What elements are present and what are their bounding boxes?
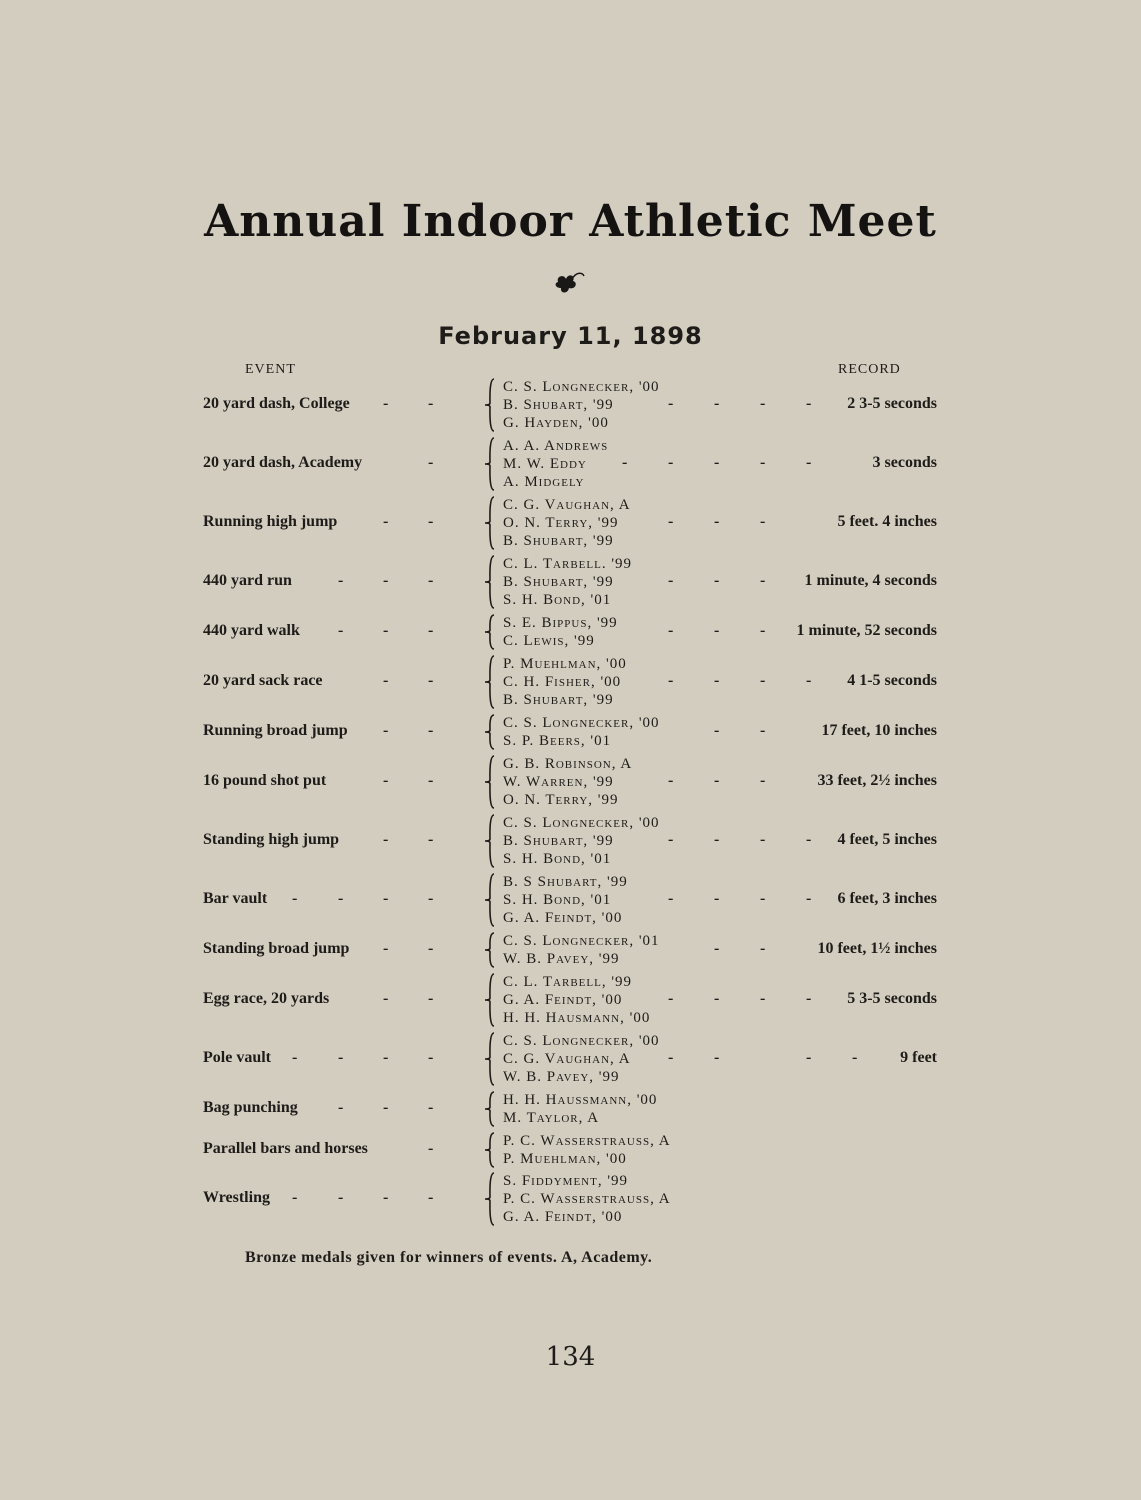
- leader-dash: -: [668, 1049, 674, 1066]
- winner-name: W. B. Pavey, '99: [503, 1069, 620, 1085]
- record-value: 4 feet, 5 inches: [837, 831, 937, 848]
- record-value: 17 feet, 10 inches: [821, 722, 937, 739]
- winners-list: [503, 378, 660, 432]
- winner-name: G. B. Robinson, A: [503, 756, 633, 772]
- leader-dash: -: [668, 772, 674, 789]
- leader-dash: -: [714, 622, 720, 639]
- record-value: 5 3-5 seconds: [847, 990, 937, 1007]
- winners-list: [503, 1132, 671, 1168]
- event-name: Bar vault: [203, 890, 268, 907]
- event-name: 440 yard run: [203, 572, 292, 589]
- leader-dash: -: [714, 454, 720, 471]
- winners-list: [503, 1032, 660, 1086]
- winner-name: P. C. Wasserstrauss, A: [503, 1191, 671, 1207]
- leader-dash: -: [668, 990, 674, 1007]
- record-value: 6 feet, 3 inches: [837, 890, 937, 907]
- leader-dash: -: [383, 572, 389, 589]
- winners-list: [503, 496, 631, 550]
- leader-dash: -: [428, 1140, 434, 1157]
- brace-icon: [482, 655, 496, 709]
- leader-dash: -: [428, 572, 434, 589]
- leader-dash: -: [760, 513, 766, 530]
- brace-icon: [482, 1172, 496, 1226]
- leader-dash: -: [428, 772, 434, 789]
- record-value: 9 feet: [900, 1049, 937, 1066]
- leader-dash: -: [428, 1049, 434, 1066]
- leader-dash: -: [668, 890, 674, 907]
- event-name: 20 yard dash, Academy: [203, 454, 363, 471]
- event-name: Standing broad jump: [203, 940, 350, 957]
- footer-note: Bronze medals given for winners of events. A, Academy.: [245, 1249, 653, 1266]
- leader-dash: -: [383, 940, 389, 957]
- leader-dash: -: [760, 772, 766, 789]
- brace-icon: [482, 555, 496, 609]
- winner-name: C. H. Fisher, '00: [503, 674, 622, 690]
- leader-dash: -: [714, 1049, 720, 1066]
- leader-dash: -: [383, 772, 389, 789]
- winners-list: [503, 614, 618, 650]
- winner-name: B. S Shubart, '99: [503, 874, 628, 890]
- winner-name: C. G. Vaughan, A: [503, 497, 631, 513]
- winner-name: B. Shubart, '99: [503, 397, 614, 413]
- leader-dash: -: [806, 831, 812, 848]
- leader-dash: -: [668, 672, 674, 689]
- record-value: 1 minute, 4 seconds: [804, 572, 937, 589]
- leader-dash: -: [760, 722, 766, 739]
- leader-dash: -: [338, 1099, 344, 1116]
- event-name: Running high jump: [203, 513, 338, 530]
- winner-name: C. S. Longnecker, '00: [503, 715, 660, 731]
- leader-dash: -: [714, 572, 720, 589]
- winner-name: C. Lewis, '99: [503, 633, 595, 649]
- winner-name: C. L. Tarbell. '99: [503, 556, 633, 572]
- event-name: Running broad jump: [203, 722, 348, 739]
- leader-dash: -: [668, 622, 674, 639]
- winner-name: C. S. Longnecker, '00: [503, 815, 660, 831]
- leader-dash: -: [338, 890, 344, 907]
- leader-dash: -: [383, 622, 389, 639]
- leader-dash: -: [852, 1049, 858, 1066]
- winner-name: A. Midgely: [503, 474, 585, 490]
- winner-name: B. Shubart, '99: [503, 533, 614, 549]
- winners-list: [503, 655, 627, 709]
- event-name: Wrestling: [203, 1189, 270, 1206]
- record-value: 1 minute, 52 seconds: [796, 622, 937, 639]
- leader-dash: -: [428, 395, 434, 412]
- leader-dash: -: [428, 1099, 434, 1116]
- winner-name: C. S. Longnecker, '00: [503, 1033, 660, 1049]
- winners-list: [503, 555, 632, 609]
- winners-list: [503, 973, 650, 1027]
- brace-icon: [482, 1032, 496, 1086]
- leader-dash: -: [428, 831, 434, 848]
- winner-name: M. Taylor, A: [503, 1110, 600, 1126]
- brace-icon: [482, 437, 496, 491]
- leader-dash: -: [714, 672, 720, 689]
- record-value: 5 feet. 4 inches: [837, 513, 937, 530]
- leader-dash: -: [428, 1189, 434, 1206]
- leader-dash: -: [383, 513, 389, 530]
- leader-dash: -: [714, 772, 720, 789]
- leader-dash: -: [428, 454, 434, 471]
- leader-dash: -: [760, 395, 766, 412]
- winner-name: W. Warren, '99: [503, 774, 614, 790]
- winner-name: P. C. Wasserstrauss, A: [503, 1133, 671, 1149]
- leader-dash: -: [338, 572, 344, 589]
- leader-dash: -: [428, 990, 434, 1007]
- event-name: Bag punching: [203, 1099, 298, 1116]
- winner-name: H. H. Hausmann, '00: [503, 1010, 651, 1026]
- leader-dash: -: [668, 831, 674, 848]
- winners-list: [503, 1091, 657, 1127]
- brace-icon: [482, 1091, 496, 1127]
- leader-dash: -: [383, 1049, 389, 1066]
- leader-dash: -: [714, 395, 720, 412]
- leader-dash: -: [383, 890, 389, 907]
- winners-list: [503, 437, 608, 491]
- leader-dash: -: [806, 395, 812, 412]
- winner-name: B. Shubart, '99: [503, 833, 614, 849]
- winner-name: P. Muehlman, '00: [503, 1151, 627, 1167]
- leader-dash: -: [428, 722, 434, 739]
- winners-list: [503, 1172, 671, 1226]
- winner-name: O. N. Terry, '99: [503, 515, 619, 531]
- winner-name: S. E. Bippus, '99: [503, 615, 618, 631]
- leader-dash: -: [806, 990, 812, 1007]
- leader-dash: -: [338, 1049, 344, 1066]
- leader-dash: -: [668, 513, 674, 530]
- winner-name: S. Fiddyment, '99: [503, 1173, 629, 1189]
- winner-name: B. Shubart, '99: [503, 692, 614, 708]
- leader-dash: -: [760, 940, 766, 957]
- winner-name: C. G. Vaughan, A: [503, 1051, 631, 1067]
- winner-name: B. Shubart, '99: [503, 574, 614, 590]
- event-name: 20 yard sack race: [203, 672, 323, 689]
- record-value: 3 seconds: [872, 454, 937, 471]
- record-column-header: RECORD: [838, 362, 901, 377]
- leader-dash: -: [760, 572, 766, 589]
- winner-name: G. A. Feindt, '00: [503, 910, 623, 926]
- winner-name: C. S. Longnecker, '00: [503, 379, 660, 395]
- brace-icon: [482, 496, 496, 550]
- brace-icon: [482, 932, 496, 968]
- record-value: 4 1-5 seconds: [847, 672, 937, 689]
- winner-name: S. H. Bond, '01: [503, 892, 612, 908]
- leader-dash: -: [622, 454, 628, 471]
- winner-name: W. B. Pavey, '99: [503, 951, 620, 967]
- leader-dash: -: [760, 454, 766, 471]
- leader-dash: -: [383, 722, 389, 739]
- winner-name: S. H. Bond, '01: [503, 592, 612, 608]
- event-name: Parallel bars and horses: [203, 1140, 368, 1157]
- brace-icon: [482, 755, 496, 809]
- leader-dash: -: [383, 672, 389, 689]
- winner-name: M. W. Eddy: [503, 456, 587, 472]
- meet-date: February 11, 1898: [438, 322, 703, 350]
- winner-name: P. Muehlman, '00: [503, 656, 627, 672]
- brace-icon: [482, 1132, 496, 1168]
- leaf-ornament-icon: [552, 268, 586, 298]
- leader-dash: -: [668, 572, 674, 589]
- leader-dash: -: [428, 890, 434, 907]
- leader-dash: -: [760, 672, 766, 689]
- page-number: 134: [545, 1342, 596, 1372]
- leader-dash: -: [383, 1099, 389, 1116]
- leader-dash: -: [292, 890, 298, 907]
- winners-list: [503, 714, 660, 750]
- event-name: 16 pound shot put: [203, 772, 327, 789]
- record-value: 10 feet, 1½ inches: [817, 940, 937, 957]
- leader-dash: -: [338, 1189, 344, 1206]
- event-name: Pole vault: [203, 1049, 271, 1066]
- winner-name: G. Hayden, '00: [503, 415, 609, 431]
- leader-dash: -: [714, 890, 720, 907]
- leader-dash: -: [806, 1049, 812, 1066]
- leader-dash: -: [714, 940, 720, 957]
- leader-dash: -: [428, 940, 434, 957]
- leader-dash: -: [383, 1189, 389, 1206]
- leader-dash: -: [806, 890, 812, 907]
- winner-name: O. N. Terry, '99: [503, 792, 619, 808]
- winners-list: [503, 755, 632, 809]
- winner-name: A. A. Andrews: [503, 438, 609, 454]
- winner-name: C. L. Tarbell, '99: [503, 974, 633, 990]
- brace-icon: [482, 873, 496, 927]
- winner-name: H. H. Haussmann, '00: [503, 1092, 658, 1108]
- winners-list: [503, 873, 628, 927]
- record-value: 2 3-5 seconds: [847, 395, 937, 412]
- winner-name: S. P. Beers, '01: [503, 733, 612, 749]
- brace-icon: [482, 614, 496, 650]
- leader-dash: -: [428, 513, 434, 530]
- leader-dash: -: [668, 395, 674, 412]
- event-name: 20 yard dash, College: [203, 395, 350, 412]
- brace-icon: [482, 814, 496, 868]
- leader-dash: -: [428, 672, 434, 689]
- leader-dash: -: [760, 622, 766, 639]
- event-name: Egg race, 20 yards: [203, 990, 330, 1007]
- leader-dash: -: [292, 1049, 298, 1066]
- leader-dash: -: [760, 831, 766, 848]
- winner-name: C. S. Longnecker, '01: [503, 933, 660, 949]
- leader-dash: -: [714, 722, 720, 739]
- leader-dash: -: [714, 831, 720, 848]
- leader-dash: -: [760, 890, 766, 907]
- winners-list: [503, 814, 660, 868]
- leader-dash: -: [292, 1189, 298, 1206]
- event-name: Standing high jump: [203, 831, 340, 848]
- leader-dash: -: [714, 513, 720, 530]
- record-value: 33 feet, 2½ inches: [817, 772, 937, 789]
- leader-dash: -: [714, 990, 720, 1007]
- winner-name: G. A. Feindt, '00: [503, 992, 623, 1008]
- leader-dash: -: [383, 395, 389, 412]
- winner-name: G. A. Feindt, '00: [503, 1209, 623, 1225]
- leader-dash: -: [806, 672, 812, 689]
- event-name: 440 yard walk: [203, 622, 300, 639]
- leader-dash: -: [760, 990, 766, 1007]
- page-title: Annual Indoor Athletic Meet: [204, 196, 937, 247]
- leader-dash: -: [806, 454, 812, 471]
- brace-icon: [482, 714, 496, 750]
- leader-dash: -: [668, 454, 674, 471]
- event-column-header: EVENT: [245, 362, 296, 377]
- leader-dash: -: [383, 831, 389, 848]
- winners-list: [503, 932, 660, 968]
- brace-icon: [482, 973, 496, 1027]
- leader-dash: -: [383, 990, 389, 1007]
- leader-dash: -: [338, 622, 344, 639]
- leader-dash: -: [428, 622, 434, 639]
- winner-name: S. H. Bond, '01: [503, 851, 612, 867]
- brace-icon: [482, 378, 496, 432]
